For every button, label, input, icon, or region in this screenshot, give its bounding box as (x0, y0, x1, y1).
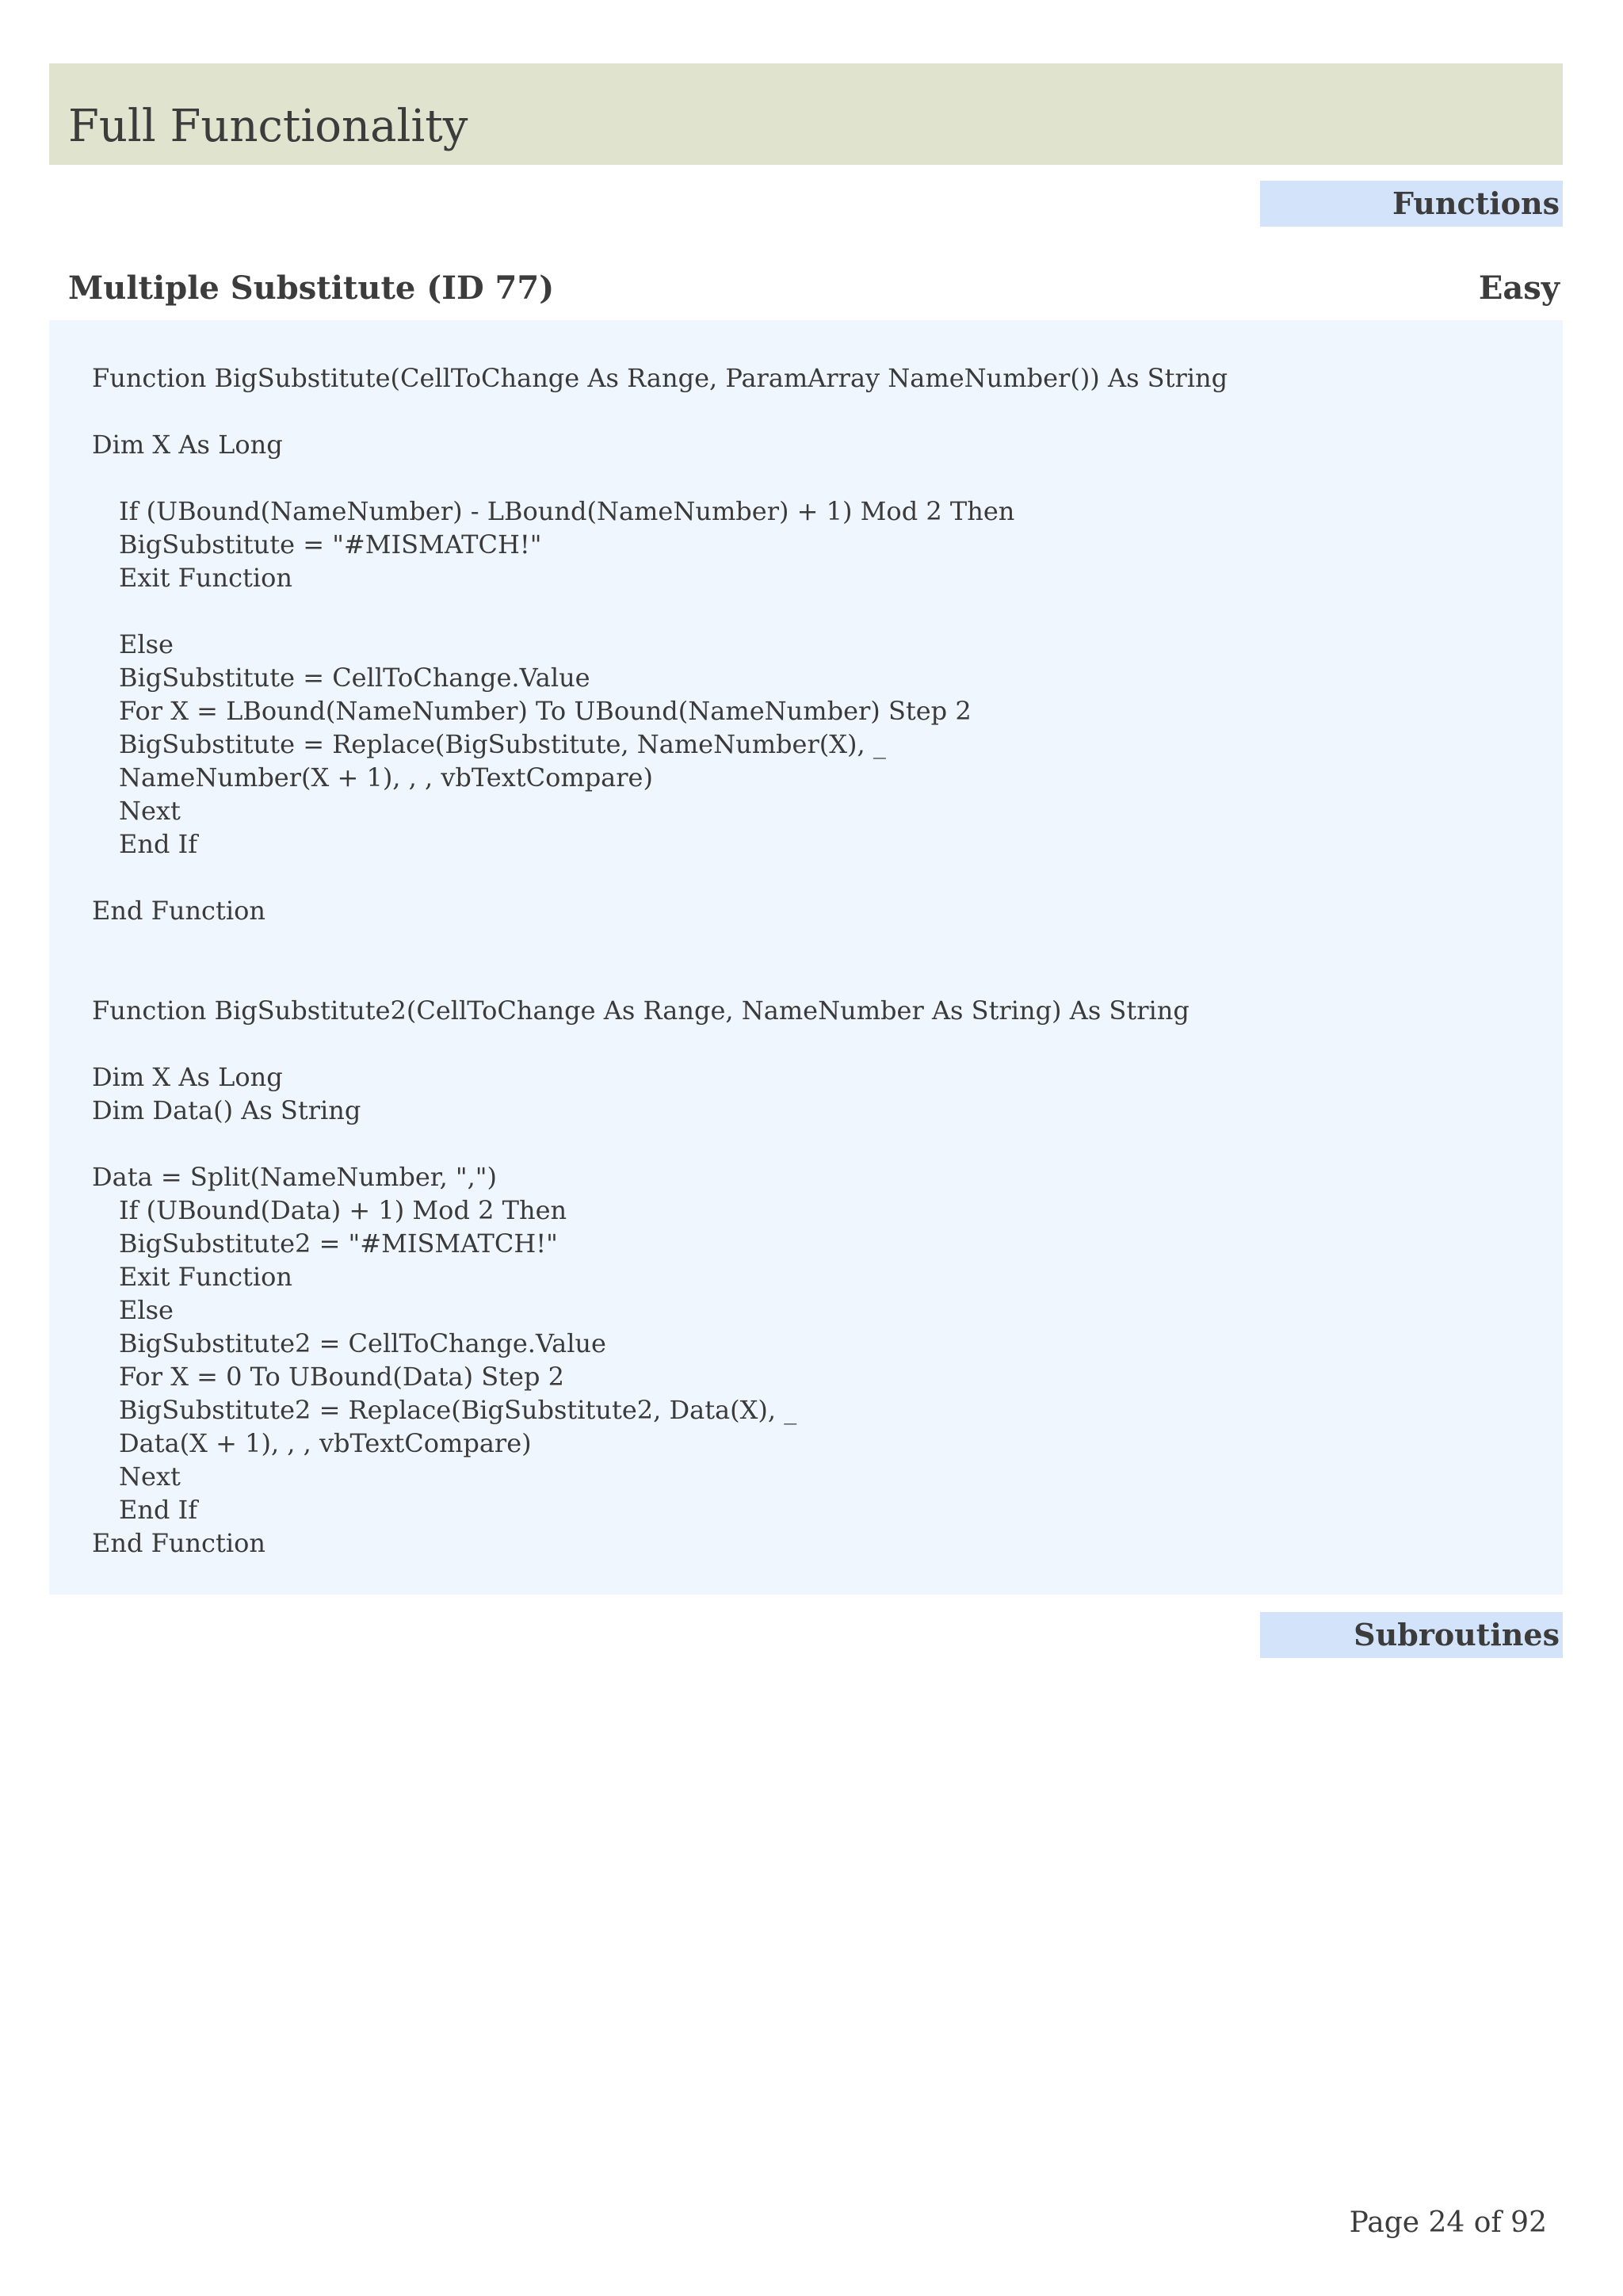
code-line: Dim X As Long (92, 1062, 283, 1092)
code-line: For X = 0 To UBound(Data) Step 2 (119, 1362, 564, 1392)
code-line: End If (119, 829, 198, 859)
code-line: BigSubstitute = Replace(BigSubstitute, NameNumber(X), _ (119, 729, 886, 759)
page-title: Full Functionality (68, 101, 468, 152)
code-line: Data(X + 1), , , vbTextCompare) (119, 1428, 532, 1458)
page-number: Page 24 of 92 (1349, 2206, 1547, 2239)
code-line: Else (119, 1295, 174, 1325)
code-line: If (UBound(NameNumber) - LBound(NameNumber) + 1) Mod 2 Then (119, 496, 1015, 526)
item-title: Multiple Substitute (ID 77) (68, 269, 555, 307)
code-line: End If (119, 1495, 198, 1525)
code-line: Next (119, 796, 181, 826)
code-line: Data = Split(NameNumber, ",") (92, 1162, 497, 1192)
item-difficulty: Easy (1478, 269, 1560, 307)
section-tag-functions: Functions (1260, 181, 1563, 227)
section-tag-subroutines: Subroutines (1260, 1612, 1563, 1658)
code-line: End Function (92, 1528, 265, 1558)
item-heading-row (68, 263, 1560, 314)
code-line: Function BigSubstitute(CellToChange As Range, ParamArray NameNumber()) As String (92, 363, 1228, 393)
code-line: BigSubstitute2 = "#MISMATCH!" (119, 1228, 558, 1259)
code-block (49, 320, 1563, 1595)
code-line: Dim Data() As String (92, 1095, 361, 1125)
code-line: Function BigSubstitute2(CellToChange As Range, NameNumber As String) As String (92, 995, 1190, 1026)
code-line: BigSubstitute = CellToChange.Value (119, 663, 590, 693)
code-line: For X = LBound(NameNumber) To UBound(NameNumber) Step 2 (119, 696, 972, 726)
code-line: Exit Function (119, 563, 292, 593)
page-header-band (49, 63, 1563, 165)
code-line: If (UBound(Data) + 1) Mod 2 Then (119, 1195, 567, 1225)
code-line: BigSubstitute2 = CellToChange.Value (119, 1328, 606, 1358)
code-line: NameNumber(X + 1), , , vbTextCompare) (119, 762, 653, 793)
code-line: Else (119, 629, 174, 659)
code-line: End Function (92, 896, 265, 926)
code-line: Next (119, 1461, 181, 1492)
code-line: BigSubstitute = "#MISMATCH!" (119, 529, 542, 560)
code-line: BigSubstitute2 = Replace(BigSubstitute2, Data(X), _ (119, 1395, 797, 1425)
code-line: Dim X As Long (92, 430, 283, 460)
code-line: Exit Function (119, 1262, 292, 1292)
